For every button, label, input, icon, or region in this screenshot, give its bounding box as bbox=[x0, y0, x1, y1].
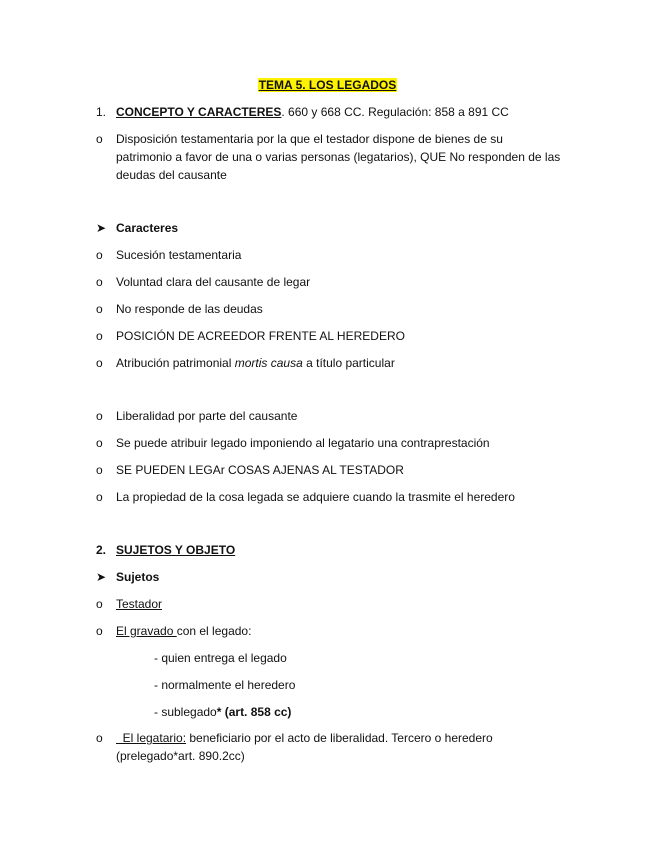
section-2-heading: SUJETOS Y OBJETO bbox=[116, 543, 236, 557]
legatario-label: El legatario: bbox=[116, 731, 187, 745]
section-1-title: CONCEPTO Y CARACTERES bbox=[116, 105, 282, 119]
list-item: SE PUEDEN LEGAr COSAS AJENAS AL TESTADOR bbox=[116, 463, 404, 477]
list-item: Liberalidad por parte del causante bbox=[116, 409, 298, 423]
gravado-sub-item: - quien entrega el legado bbox=[154, 651, 287, 665]
definition-line-2: patrimonio a favor de una o varias personas (legatarios), QUE No responden de las bbox=[116, 150, 561, 164]
section-1-number: 1. bbox=[96, 105, 107, 119]
bullet-icon: o bbox=[96, 275, 103, 289]
sujetos-heading: Sujetos bbox=[116, 570, 160, 584]
definition-paragraph bbox=[116, 130, 586, 184]
legatario-line-2: (prelegado*art. 890.2cc) bbox=[116, 749, 245, 763]
list-item-atribucion bbox=[116, 354, 586, 372]
list-item: POSICIÓN DE ACREEDOR FRENTE AL HEREDERO bbox=[116, 329, 405, 343]
legatario-item bbox=[116, 729, 586, 765]
gravado-sub-item: - normalmente el heredero bbox=[154, 678, 296, 692]
section-1-reference: . 660 y 668 CC. Regulación: 858 a 891 CC bbox=[281, 105, 509, 119]
bullet-icon: o bbox=[96, 436, 103, 450]
atribucion-italic: mortis causa bbox=[234, 356, 303, 370]
sublegado-reference: * (art. 858 cc) bbox=[216, 705, 292, 719]
gravado-label: El gravado bbox=[116, 624, 177, 638]
caracteres-heading: Caracteres bbox=[116, 221, 179, 235]
gravado-text: con el legado: bbox=[176, 624, 252, 638]
legatario-text: beneficiario por el acto de liberalidad. Tercero o heredero bbox=[186, 731, 493, 745]
bullet-icon: o bbox=[96, 409, 103, 423]
bullet-icon: o bbox=[96, 597, 103, 611]
bullet-icon: o bbox=[96, 356, 103, 370]
bullet-icon: o bbox=[96, 624, 103, 638]
bullet-icon: o bbox=[96, 463, 103, 477]
bullet-icon: o bbox=[96, 731, 103, 745]
list-item: La propiedad de la cosa legada se adquiere cuando la trasmite el heredero bbox=[116, 490, 515, 504]
legatario-line-1 bbox=[116, 729, 586, 747]
list-item: Sucesión testamentaria bbox=[116, 248, 242, 262]
list-item: Voluntad clara del causante de legar bbox=[116, 275, 311, 289]
bullet-icon: o bbox=[96, 248, 103, 262]
section-2-number: 2. bbox=[96, 543, 107, 557]
bullet-icon: o bbox=[96, 490, 103, 504]
atribucion-post: a título particular bbox=[302, 356, 395, 370]
definition-line-1: Disposición testamentaria por la que el testador dispone de bienes de su bbox=[116, 132, 503, 146]
gravado-item bbox=[116, 622, 586, 640]
list-item: No responde de las deudas bbox=[116, 302, 263, 316]
list-item: Se puede atribuir legado imponiendo al legatario una contraprestación bbox=[116, 436, 490, 450]
testador-item: Testador bbox=[116, 597, 163, 611]
bullet-icon: o bbox=[96, 302, 103, 316]
title-text: TEMA 5. LOS LEGADOS bbox=[258, 78, 397, 92]
gravado-sub-item-sublegado bbox=[154, 703, 291, 721]
document-title bbox=[0, 76, 655, 94]
arrow-bullet-icon: ➤ bbox=[96, 570, 107, 584]
arrow-bullet-icon: ➤ bbox=[96, 221, 107, 235]
bullet-icon: o bbox=[96, 132, 103, 146]
section-1-heading bbox=[116, 103, 586, 121]
sublegado-text: - sublegado bbox=[154, 705, 217, 719]
bullet-icon: o bbox=[96, 329, 103, 343]
definition-line-3: deudas del causante bbox=[116, 168, 227, 182]
atribucion-pre: Atribución patrimonial bbox=[116, 356, 235, 370]
